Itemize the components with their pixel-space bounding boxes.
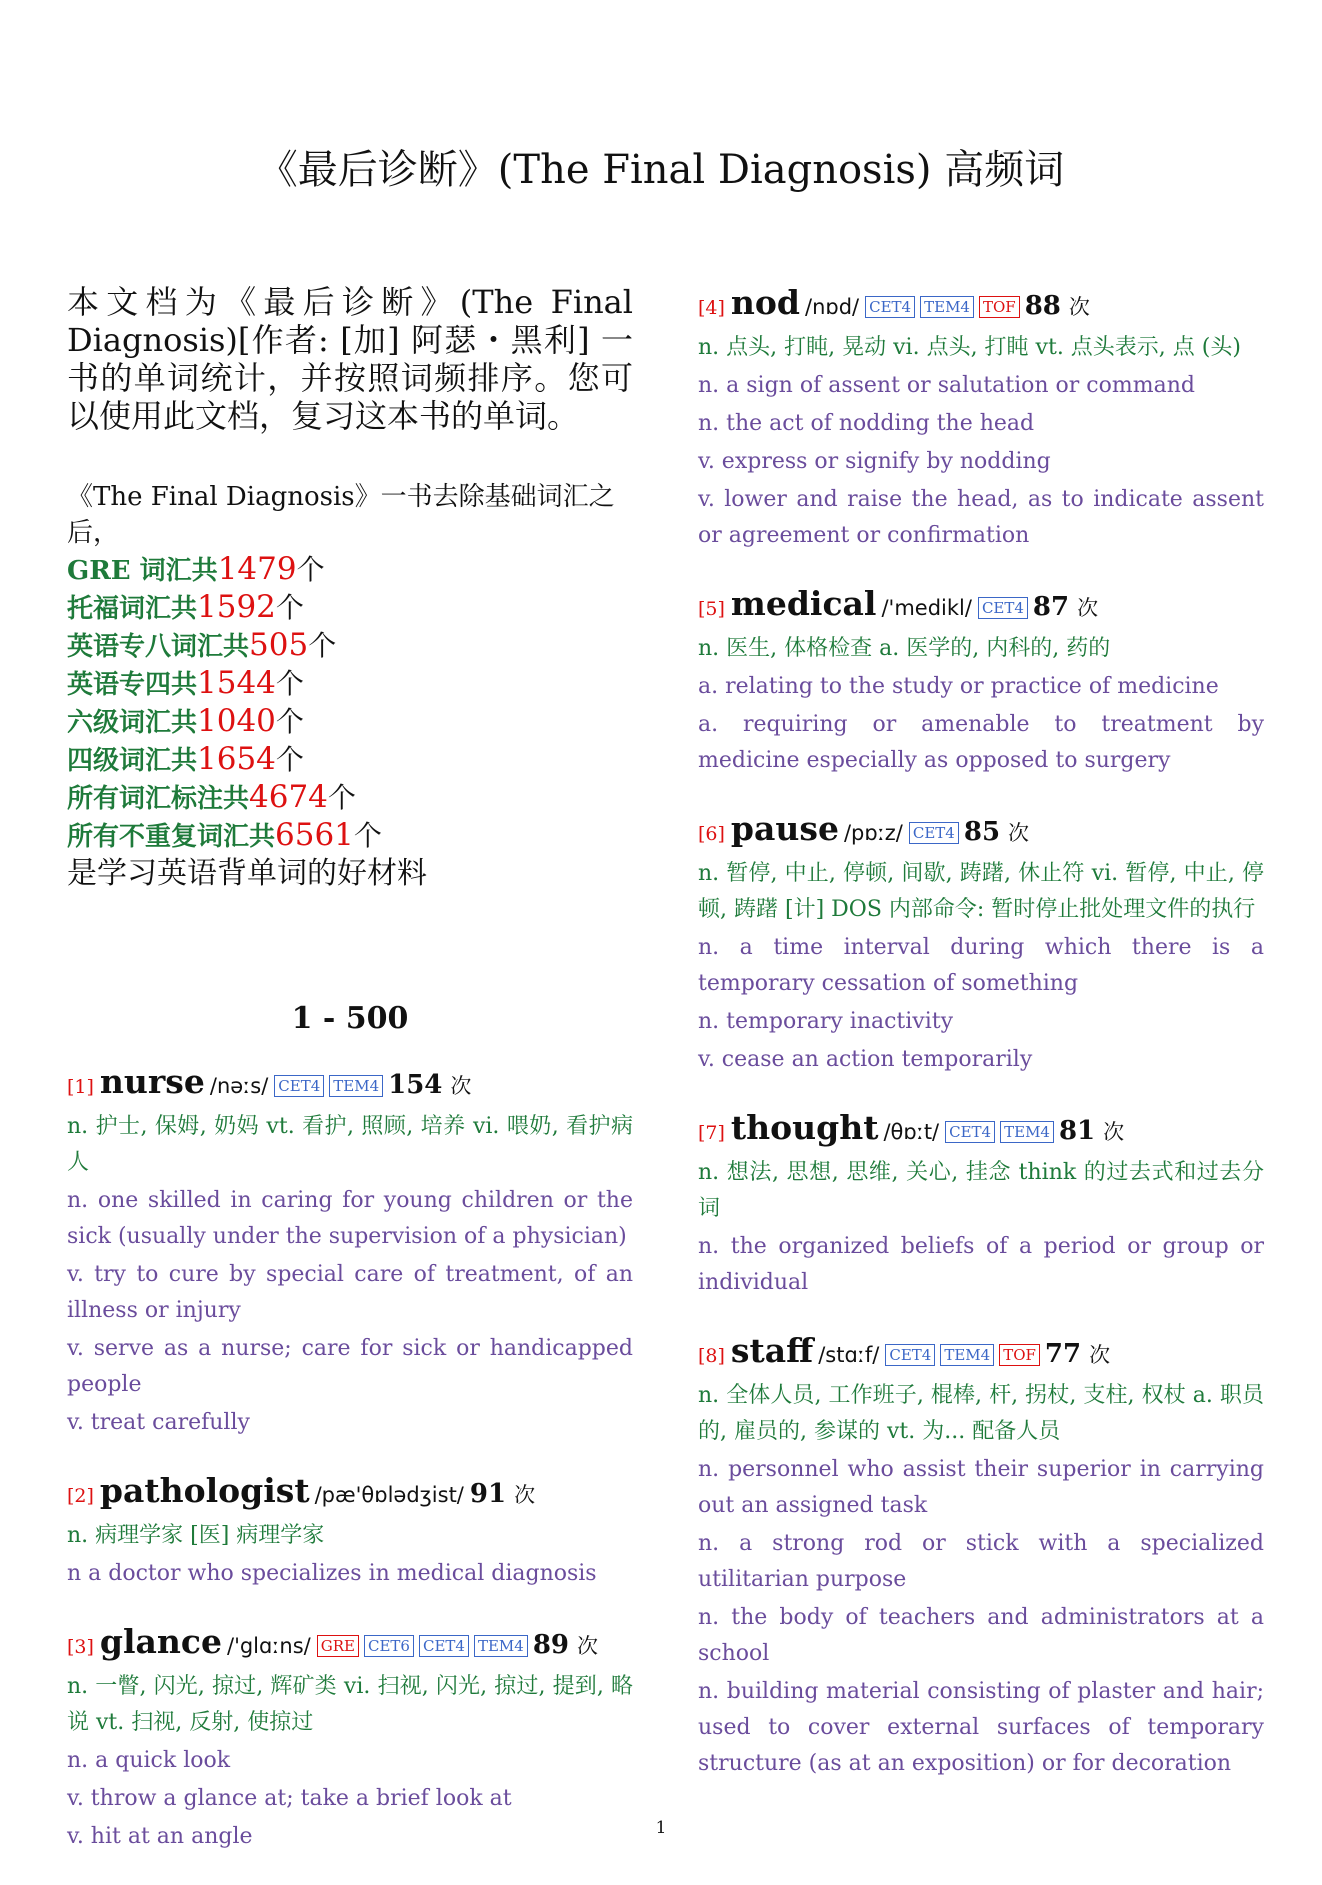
stat-row bbox=[67, 741, 633, 779]
entry-count: 77 bbox=[1044, 1339, 1082, 1369]
definition-en: v. serve as a nurse; care for sick or handicapped people bbox=[67, 1336, 633, 1397]
page-title: 《最后诊断》(The Final Diagnosis) 高频词 bbox=[257, 147, 1065, 193]
tag-badge: CET4 bbox=[978, 597, 1028, 619]
word-entry bbox=[698, 1108, 1264, 1301]
definition-en: n. one skilled in caring for young children or the sick (usually under the supervision of a physician) bbox=[67, 1188, 633, 1249]
entry-times: 次 bbox=[514, 1483, 536, 1507]
tag-badge: CET4 bbox=[945, 1121, 995, 1143]
stat-value: 4674 bbox=[249, 779, 328, 815]
stat-unit: 个 bbox=[327, 781, 356, 814]
stat-row bbox=[67, 779, 633, 817]
stat-unit: 个 bbox=[275, 667, 304, 700]
entry-count: 85 bbox=[963, 817, 1001, 847]
stat-value: 1479 bbox=[217, 551, 297, 587]
stat-row bbox=[67, 627, 633, 665]
entry-count: 89 bbox=[532, 1630, 569, 1660]
tag-badge: CET4 bbox=[909, 822, 959, 844]
definition-en: v. express or signify by nodding bbox=[698, 449, 1051, 474]
tag-badge: TEM4 bbox=[474, 1635, 528, 1657]
tag-badge: TOF bbox=[999, 1344, 1040, 1366]
definition-en: n. the organized beliefs of a period or group or individual bbox=[698, 1234, 1264, 1295]
definition-en: n. the act of nodding the head bbox=[698, 411, 1035, 436]
stat-label: 四级词汇共 bbox=[67, 746, 198, 776]
tag-badge: TEM4 bbox=[920, 296, 974, 318]
intro-paragraph: 本文档为《最后诊断》(The Final Diagnosis)[作者: [加] 阿瑟・黑利] 一书的单词统计，并按照词频排序。您可以使用此文档，复习这本书的单词。 bbox=[67, 283, 633, 435]
definition-en: n. a sign of assent or salutation or command bbox=[698, 373, 1195, 398]
definition-cn: n. 全体人员, 工作班子, 棍棒, 杆, 拐杖, 支柱, 权杖 a. 职员的, 雇员的, 参谋的 vt. 为... 配备人员 bbox=[698, 1383, 1264, 1444]
entry-index: [2] bbox=[67, 1485, 94, 1507]
definition-en: n a doctor who specializes in medical diagnosis bbox=[67, 1561, 597, 1586]
definition-en: n. building material consisting of plaster and hair; used to cover external surfaces of temporary structure (as at an exposition) or for decoration bbox=[698, 1679, 1264, 1776]
tag-badge: GRE bbox=[317, 1635, 359, 1657]
entry-header bbox=[67, 1471, 633, 1516]
entry-index: [3] bbox=[67, 1636, 94, 1658]
tag-badge: CET4 bbox=[274, 1075, 324, 1097]
entry-index: [6] bbox=[698, 823, 725, 845]
definition-en: n. a time interval during which there is a temporary cessation of something bbox=[698, 935, 1264, 996]
stat-row bbox=[67, 589, 633, 627]
entry-word: staff bbox=[730, 1331, 814, 1370]
entry-phonetic: /'medikl/ bbox=[881, 596, 972, 620]
stat-unit: 个 bbox=[275, 705, 304, 738]
stat-unit: 个 bbox=[353, 819, 382, 852]
definition-en: v. cease an action temporarily bbox=[698, 1047, 1033, 1072]
entry-header bbox=[67, 1062, 633, 1107]
stat-value: 1544 bbox=[197, 665, 276, 701]
entry-index: [4] bbox=[698, 297, 725, 319]
tag-badge: TEM4 bbox=[940, 1344, 994, 1366]
entry-header bbox=[67, 1622, 633, 1667]
stats-block bbox=[67, 479, 633, 893]
word-entry bbox=[67, 1062, 633, 1441]
entry-header bbox=[698, 809, 1264, 854]
stat-value: 1040 bbox=[197, 703, 276, 739]
stat-value: 505 bbox=[249, 627, 309, 663]
stat-unit: 个 bbox=[275, 743, 304, 776]
entry-index: [5] bbox=[698, 598, 725, 620]
tag-badge: CET4 bbox=[885, 1344, 935, 1366]
tag-badge: TOF bbox=[979, 296, 1020, 318]
definition-en: v. throw a glance at; take a brief look at bbox=[67, 1786, 512, 1811]
stats-closing: 是学习英语背单词的好材料 bbox=[67, 856, 427, 891]
definition-en: a. requiring or amenable to treatment by medicine especially as opposed to surgery bbox=[698, 712, 1264, 773]
word-entry bbox=[698, 809, 1264, 1078]
entry-header bbox=[698, 1331, 1264, 1376]
definition-cn: n. 点头, 打盹, 晃动 vi. 点头, 打盹 vt. 点头表示, 点 (头) bbox=[698, 335, 1241, 360]
definition-cn: n. 一瞥, 闪光, 掠过, 辉矿类 vi. 扫视, 闪光, 掠过, 提到, 略说 vt. 扫视, 反射, 使掠过 bbox=[67, 1674, 633, 1735]
entry-times: 次 bbox=[1077, 596, 1099, 620]
definition-en: v. try to cure by special care of treatment, of an illness or injury bbox=[67, 1262, 633, 1323]
definition-cn: n. 暂停, 中止, 停顿, 间歇, 踌躇, 休止符 vi. 暂停, 中止, 停顿, 踌躇 [计] DOS 内部命令: 暂时停止批处理文件的执行 bbox=[698, 861, 1264, 922]
stat-value: 1654 bbox=[197, 741, 276, 777]
definition-en: n. temporary inactivity bbox=[698, 1009, 954, 1034]
definition-cn: n. 医生, 体格检查 a. 医学的, 内科的, 药的 bbox=[698, 636, 1111, 661]
entry-header bbox=[698, 1108, 1264, 1153]
word-entry bbox=[698, 283, 1264, 554]
entry-index: [8] bbox=[698, 1345, 725, 1367]
entry-phonetic: /pæ'θɒlədʒist/ bbox=[314, 1483, 464, 1507]
stat-label: GRE 词汇共 bbox=[67, 556, 218, 586]
entry-word: medical bbox=[730, 584, 877, 623]
definition-en: v. lower and raise the head, as to indicate assent or agreement or confirmation bbox=[698, 487, 1264, 548]
stats-lead: 《The Final Diagnosis》一书去除基础词汇之后， bbox=[67, 482, 615, 548]
entry-phonetic: /pɒːz/ bbox=[843, 821, 903, 845]
word-entry bbox=[698, 584, 1264, 779]
stat-row bbox=[67, 703, 633, 741]
definition-en: v. treat carefully bbox=[67, 1410, 250, 1435]
entry-times: 次 bbox=[577, 1634, 598, 1658]
entry-index: [7] bbox=[698, 1122, 725, 1144]
tag-badge: CET4 bbox=[865, 296, 915, 318]
stat-label: 托福词汇共 bbox=[67, 594, 198, 624]
stats-list bbox=[67, 551, 633, 855]
tag-badge: CET4 bbox=[419, 1635, 469, 1657]
entry-word: nurse bbox=[99, 1062, 205, 1101]
entry-phonetic: /'glɑːns/ bbox=[227, 1634, 311, 1658]
stat-unit: 个 bbox=[275, 591, 304, 624]
definition-cn: n. 想法, 思想, 思维, 关心, 挂念 think 的过去式和过去分词 bbox=[698, 1160, 1264, 1221]
definition-en: n. a quick look bbox=[67, 1748, 231, 1773]
entry-times: 次 bbox=[1008, 821, 1030, 845]
entry-times: 次 bbox=[450, 1074, 472, 1098]
stat-label: 六级词汇共 bbox=[67, 708, 198, 738]
entry-index: [1] bbox=[67, 1076, 94, 1098]
entry-word: glance bbox=[99, 1622, 222, 1661]
entry-count: 154 bbox=[388, 1070, 443, 1100]
stat-label: 所有不重复词汇共 bbox=[67, 822, 276, 852]
definition-en: n. the body of teachers and administrators at a school bbox=[698, 1605, 1264, 1666]
entry-word: nod bbox=[730, 283, 800, 322]
entry-word: pause bbox=[730, 809, 839, 848]
stat-label: 英语专四共 bbox=[67, 670, 198, 700]
left-column bbox=[67, 283, 633, 1885]
definition-en: n. a strong rod or stick with a specialized utilitarian purpose bbox=[698, 1531, 1264, 1592]
stat-label: 所有词汇标注共 bbox=[67, 784, 250, 814]
entry-word: pathologist bbox=[99, 1471, 310, 1510]
stat-value: 1592 bbox=[197, 589, 276, 625]
entry-word: thought bbox=[730, 1108, 879, 1147]
entry-times: 次 bbox=[1103, 1120, 1125, 1144]
entry-phonetic: /nəːs/ bbox=[209, 1074, 269, 1098]
stat-value: 6561 bbox=[275, 817, 354, 853]
tag-badge: CET6 bbox=[364, 1635, 414, 1657]
definition-en: a. relating to the study or practice of medicine bbox=[698, 674, 1219, 699]
entry-phonetic: /θɒːt/ bbox=[883, 1120, 940, 1144]
entry-count: 87 bbox=[1032, 592, 1070, 622]
stat-unit: 个 bbox=[308, 629, 337, 662]
entry-count: 81 bbox=[1058, 1116, 1096, 1146]
entry-phonetic: /stɑːf/ bbox=[818, 1343, 880, 1367]
definition-cn: n. 病理学家 [医] 病理学家 bbox=[67, 1523, 325, 1548]
entry-header bbox=[698, 283, 1264, 328]
stat-unit: 个 bbox=[296, 553, 325, 586]
entry-count: 91 bbox=[469, 1479, 507, 1509]
stat-row bbox=[67, 665, 633, 703]
stat-row bbox=[67, 817, 633, 855]
entry-header bbox=[698, 584, 1264, 629]
range-heading: 1 - 500 bbox=[291, 1001, 409, 1036]
stat-row bbox=[67, 551, 633, 589]
right-column bbox=[698, 283, 1264, 1812]
tag-badge: TEM4 bbox=[329, 1075, 383, 1097]
definition-en: n. personnel who assist their superior in carrying out an assigned task bbox=[698, 1457, 1264, 1518]
tag-badge: TEM4 bbox=[1000, 1121, 1054, 1143]
entry-phonetic: /nɒd/ bbox=[805, 295, 860, 319]
word-entry bbox=[67, 1471, 633, 1592]
entries-left bbox=[67, 1062, 633, 1855]
page-number: 1 bbox=[655, 1818, 667, 1838]
entry-times: 次 bbox=[1068, 295, 1090, 319]
word-entry bbox=[698, 1331, 1264, 1782]
definition-en: v. hit at an angle bbox=[67, 1824, 253, 1849]
entry-times: 次 bbox=[1089, 1343, 1111, 1367]
entries-right bbox=[698, 283, 1264, 1782]
entry-count: 88 bbox=[1024, 291, 1061, 321]
definition-cn: n. 护士, 保姆, 奶妈 vt. 看护, 照顾, 培养 vi. 喂奶, 看护病人 bbox=[67, 1114, 633, 1175]
stat-label: 英语专八词汇共 bbox=[67, 632, 250, 662]
